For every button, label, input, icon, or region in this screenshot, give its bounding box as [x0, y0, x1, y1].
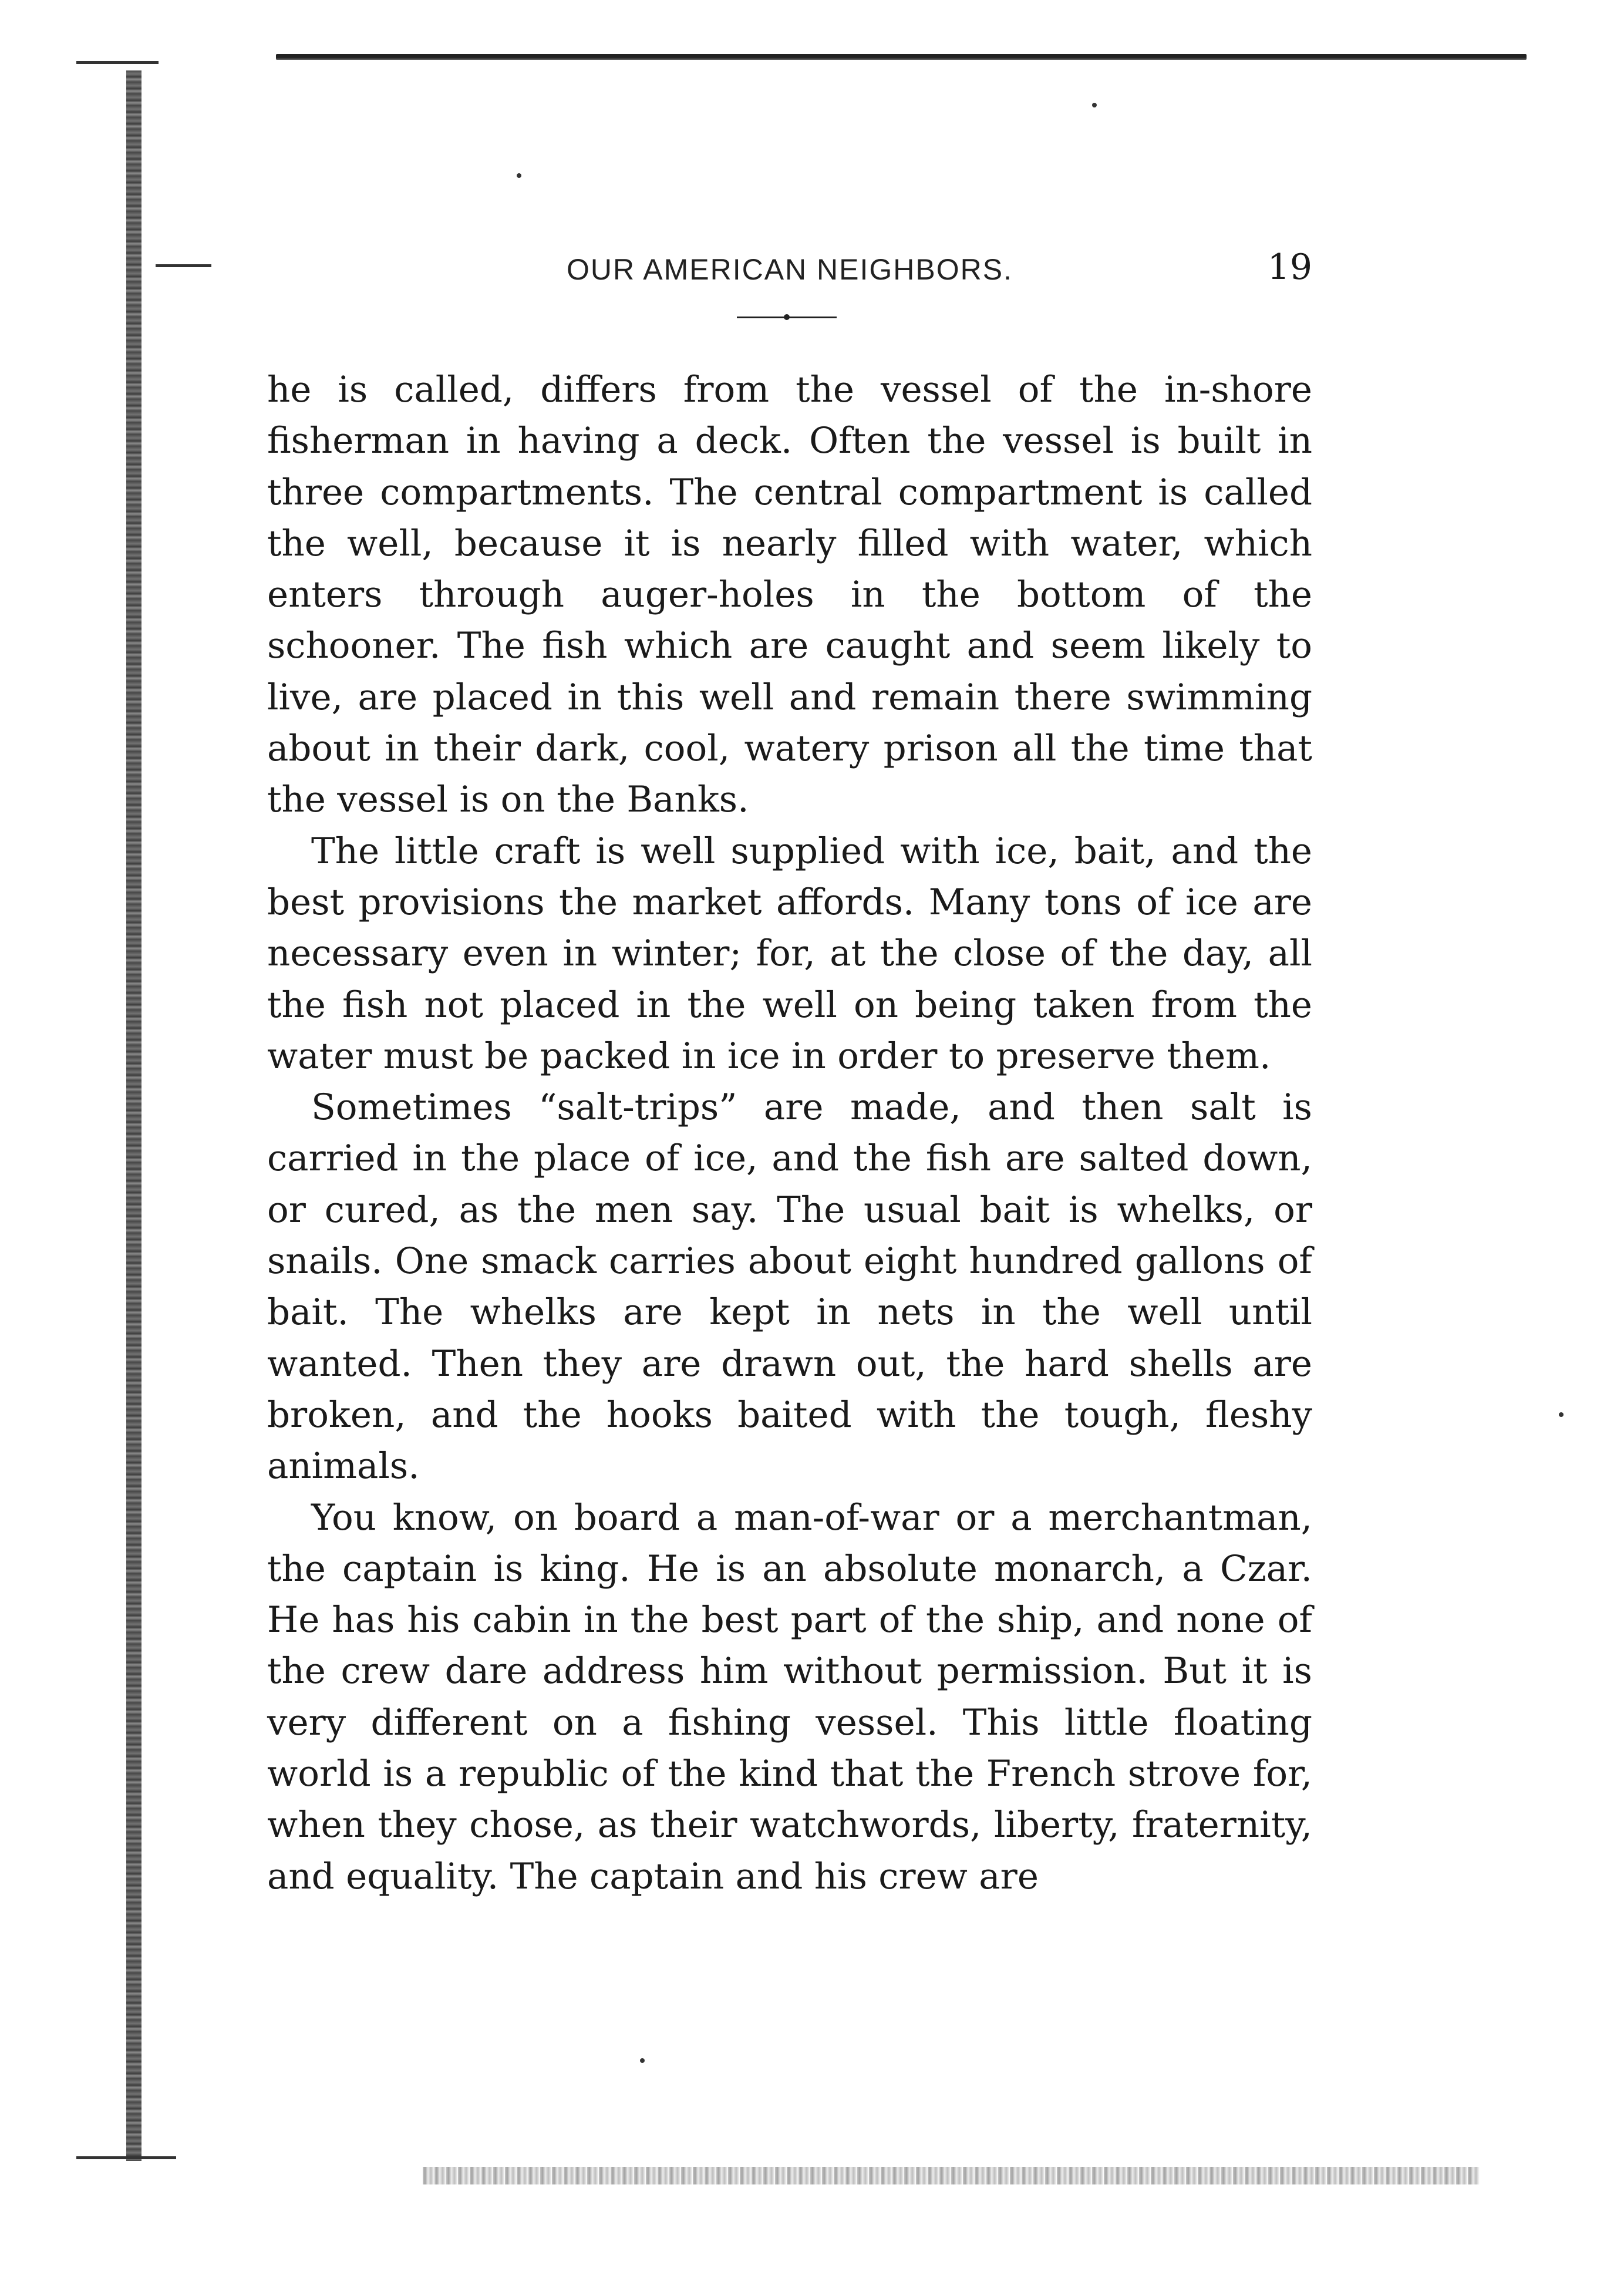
- paragraph: The little craft is well supplied with ice, bait, and the best provisions the market affords. Many tons of ice are necessary even in winter; for, at the close of the day, all the fish not placed in the well on being taken from the water must be packed in ice in order to preserve them.: [267, 830, 1312, 1077]
- dust-speck: [1559, 1412, 1564, 1417]
- scan-edge-line: [276, 54, 1527, 60]
- page-header: [267, 247, 1312, 305]
- book-binding-edge: [126, 70, 141, 2161]
- page-number: 19: [1267, 247, 1312, 288]
- scan-edge-noise: [423, 2167, 1480, 2184]
- dust-speck: [517, 173, 521, 178]
- page-body: [267, 364, 1312, 1902]
- scan-edge-line: [76, 61, 159, 64]
- ornament-rule: [737, 314, 837, 320]
- paragraph: Sometimes “salt-trips” are made, and then salt is carried in the place of ice, and the fish are salted down, or cured, as the men say. The usual bait is whelks, or snails. One smack carries about eight hundred gallons of bait. The whelks are kept in nets in the well until wanted. Then they are drawn out, the hard shells are broken, and the hooks baited with the tough, fleshy animals.: [267, 1086, 1312, 1487]
- paragraph: You know, on board a man-of-war or a merchantman, the captain is king. He is an absolute monarch, a Czar. He has his cabin in the best part of the ship, and none of the crew dare address him without permission. But it is very different on a fishing vessel. This little floating world is a republic of the kind that the French strove for, when they chose, as their watchwords, liberty, fraternity, and equality. The captain and his crew are: [267, 1496, 1312, 1897]
- binding-tick: [156, 264, 211, 267]
- dust-speck: [640, 2058, 645, 2063]
- ornament-rule-icon: [737, 314, 837, 320]
- binding-tick: [76, 2156, 176, 2159]
- dust-speck: [1092, 103, 1097, 107]
- running-head: OUR AMERICAN NEIGHBORS.: [567, 253, 1013, 286]
- paragraph: he is called, differs from the vessel of the in-shore fisherman in having a deck. Often the vessel is built in three compartments. The central compartment is called the well, because it is nearly filled with water, which enters through auger-holes in the bottom of the schooner. The fish which are caught and seem likely to live, are placed in this well and remain there swimming about in their dark, cool, watery prison all the time that the vessel is on the Banks.: [267, 369, 1312, 821]
